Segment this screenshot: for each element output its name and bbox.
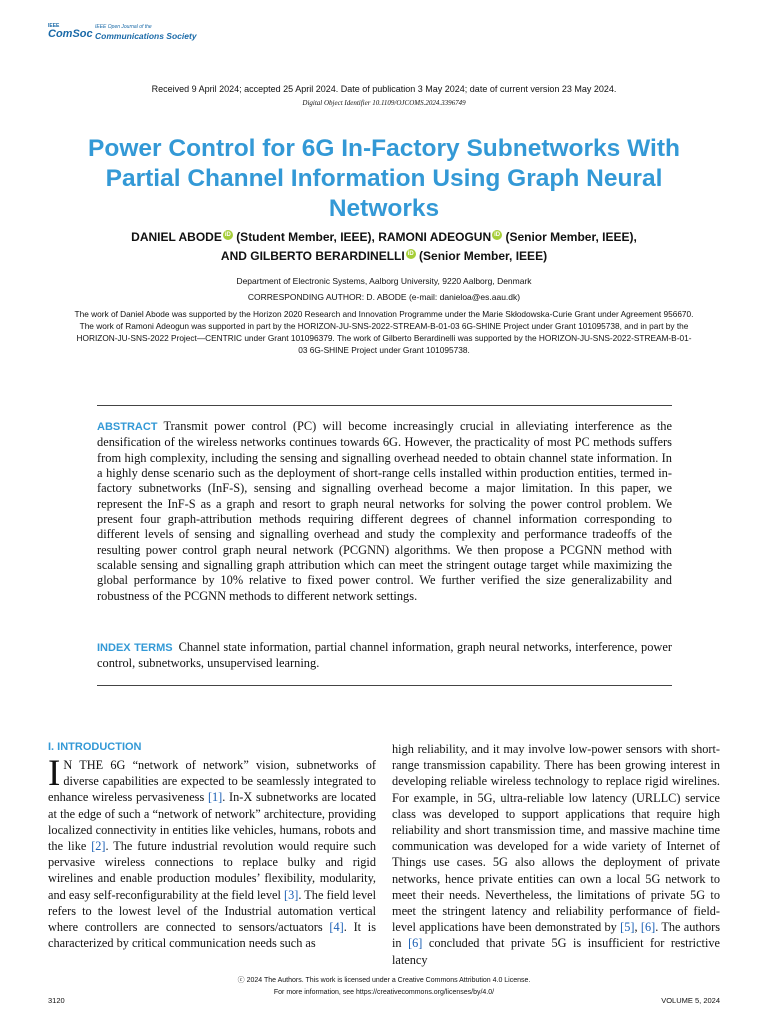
abstract-bottom-rule <box>97 685 672 686</box>
journal-line-2: Communications Society <box>95 31 197 41</box>
license-line-1: ⓒ 2024 The Authors. This work is licensed under a Creative Commons Attribution 4.0 License. <box>237 977 531 984</box>
citation-link[interactable]: [5] <box>620 920 635 935</box>
journal-name <box>95 24 197 41</box>
received-dates: Received 9 April 2024; accepted 25 April 2024. Date of publication 3 May 2024; date of current version 23 May 2024. <box>151 84 617 94</box>
citation-link[interactable]: [4] <box>329 920 344 935</box>
affiliation: Department of Electronic Systems, Aalborg University, 9220 Aalborg, Denmark <box>236 276 532 286</box>
abstract-top-rule <box>97 405 672 406</box>
body-text: high reliability, and it may involve low-power sensors with short-range transmission capability. There has been growing interest in developing reliable wireless technology to replace rigid wirelines. For example, in 5G, ultra-reliable low latency (URLLC) service class was developed to support applications that require high reliability and short transmission time, and massive machine time communication was developed for a wide variety of Internet of Things use cases. 5G also allows the deployment of private networks, hence private entities can own a local 5G network to meet their needs. Nevertheless, the limitations of private 5G to meet the stringent latency and reliability performance of field-level applications have been demonstrated by <box>392 742 720 935</box>
author-3-role: (Senior Member, IEEE) <box>419 249 548 263</box>
drop-cap: I <box>48 753 61 794</box>
citation-link[interactable]: [6] <box>408 936 423 951</box>
body-text: . It is characterized by critical communication needs such as <box>48 920 377 951</box>
doi: Digital Object Identifier 10.1109/OJCOMS.2024.3396749 <box>302 99 466 107</box>
author-2-role: (Senior Member, IEEE), <box>505 230 637 244</box>
body-column-right <box>392 741 720 968</box>
citation-link[interactable]: [3] <box>284 887 299 902</box>
index-terms-text: Channel state information, partial channel information, graph neural networks, interference, power control, subnetworks, unsupervised learning. <box>97 640 672 671</box>
abstract <box>97 419 672 604</box>
page-number: 3120 <box>48 996 65 1005</box>
author-3-name: AND GILBERTO BERARDINELLI <box>220 249 405 263</box>
body-text: . The authors in <box>392 920 721 951</box>
author-2-name: RAMONI ADEOGUN <box>378 230 492 244</box>
paper-title: Power Control for 6G In-Factory Subnetworks With Partial Channel Information Using Graph Neural Networks <box>88 135 680 222</box>
citation-separator: , <box>634 920 641 935</box>
abstract-label: ABSTRACT <box>97 421 158 433</box>
logo-ieee-text: IEEE <box>48 23 60 29</box>
citation-link[interactable]: [6] <box>640 920 656 935</box>
funding-note: The work of Daniel Abode was supported by the Horizon 2020 Research and Innovation Programme under the Marie Skłodowska-Curie Grant under Agreement 956670. The work of Ramoni Adeogun was supported in part by the HORIZON-JU-SNS-2022-STREAM-B-01-03 6G-SHINE Project under Grant 101095738, and in part by the HORIZON-JU-SNS-2022 Project—CENTRIC under Grant 101096379. The work of Gilberto Berardinelli was supported by the HORIZON-JU-SNS-2022-STREAM-B-01-03 6G-SHINE Project under Grant 101095738. <box>74 309 694 355</box>
author-1-name: DANIEL ABODE <box>131 230 222 244</box>
orcid-icon[interactable]: iD <box>224 232 231 238</box>
license-line-2[interactable]: For more information, see https://creativecommons.org/licenses/by/4.0/ <box>273 989 495 996</box>
body-text: . The field level refers to the lowest level of the Industrial automation vertical where controllers are connected to sensors/actuators <box>48 887 377 935</box>
citation-link[interactable]: [2] <box>91 839 106 854</box>
author-1-role: (Student Member, IEEE), <box>236 230 375 244</box>
section-heading: I. INTRODUCTION <box>48 741 142 753</box>
body-text: . In-X subnetworks are located at the edge of such a “network of network” architecture, providing localized connectivity in entities like vehicles, humans, robots and the like <box>48 790 376 854</box>
logo-comsoc-text: ComSoc <box>48 28 93 40</box>
volume-label: VOLUME 5, 2024 <box>661 996 720 1005</box>
orcid-icon[interactable]: iD <box>494 232 501 238</box>
body-text: concluded that private 5G is insufficient for restrictive latency <box>392 936 720 967</box>
body-text: . The future industrial revolution would require such pervasive wireless connections to replace bulky and rigid wirelines and enable production modules’ flexibility, modularity, and easy self-reconfigurability at the field level <box>48 839 376 902</box>
journal-line-1: IEEE Open Journal of the <box>95 24 152 30</box>
body-text: N THE 6G “network of network” vision, subnetworks of diverse capabilities are expected to be seamlessly integrated to enhance wireless pervasiveness <box>48 758 376 805</box>
author-list <box>60 228 708 266</box>
abstract-text: Transmit power control (PC) will become increasingly crucial in alleviating interference as the densification of the wireless networks continues towards 6G. However, the practicality of most PC methods suffers from high complexity, including the sensing and signalling overhead needed to obtain channel state information. In a highly dense scenario such as the deployment of short-range cells installed within production entities, termed in-factory subnetworks (InF-S), sensing and signalling overhead become a major limitation. In this paper, we represent the InF-S as a graph and resort to graph neural networks for solving the power control problem. We present four graph-attribution methods requiring different degrees of channel information corresponding to different levels of sensing and signalling overhead and study the complexity and performance tradeoffs of the resulting power control graph neural network (PCGNN) algorithms. We then propose a PCGNN method with scalable sensing and signalling graph attribution which can meet the stringent outage target while maximizing the global performance by 10% relative to fixed power control. We further verified the size generalizability and robustness of the PCGNN methods to different network settings. <box>97 419 672 603</box>
corresponding-author: CORRESPONDING AUTHOR: D. ABODE (e-mail: danieloa@es.aau.dk) <box>247 292 521 302</box>
index-terms <box>97 640 672 672</box>
license-notice <box>0 975 768 999</box>
orcid-icon[interactable]: iD <box>407 251 414 257</box>
citation-link[interactable]: [1] <box>207 790 223 805</box>
comsoc-logo <box>48 24 92 42</box>
index-terms-label: INDEX TERMS <box>97 642 173 654</box>
body-column-left <box>48 753 377 951</box>
